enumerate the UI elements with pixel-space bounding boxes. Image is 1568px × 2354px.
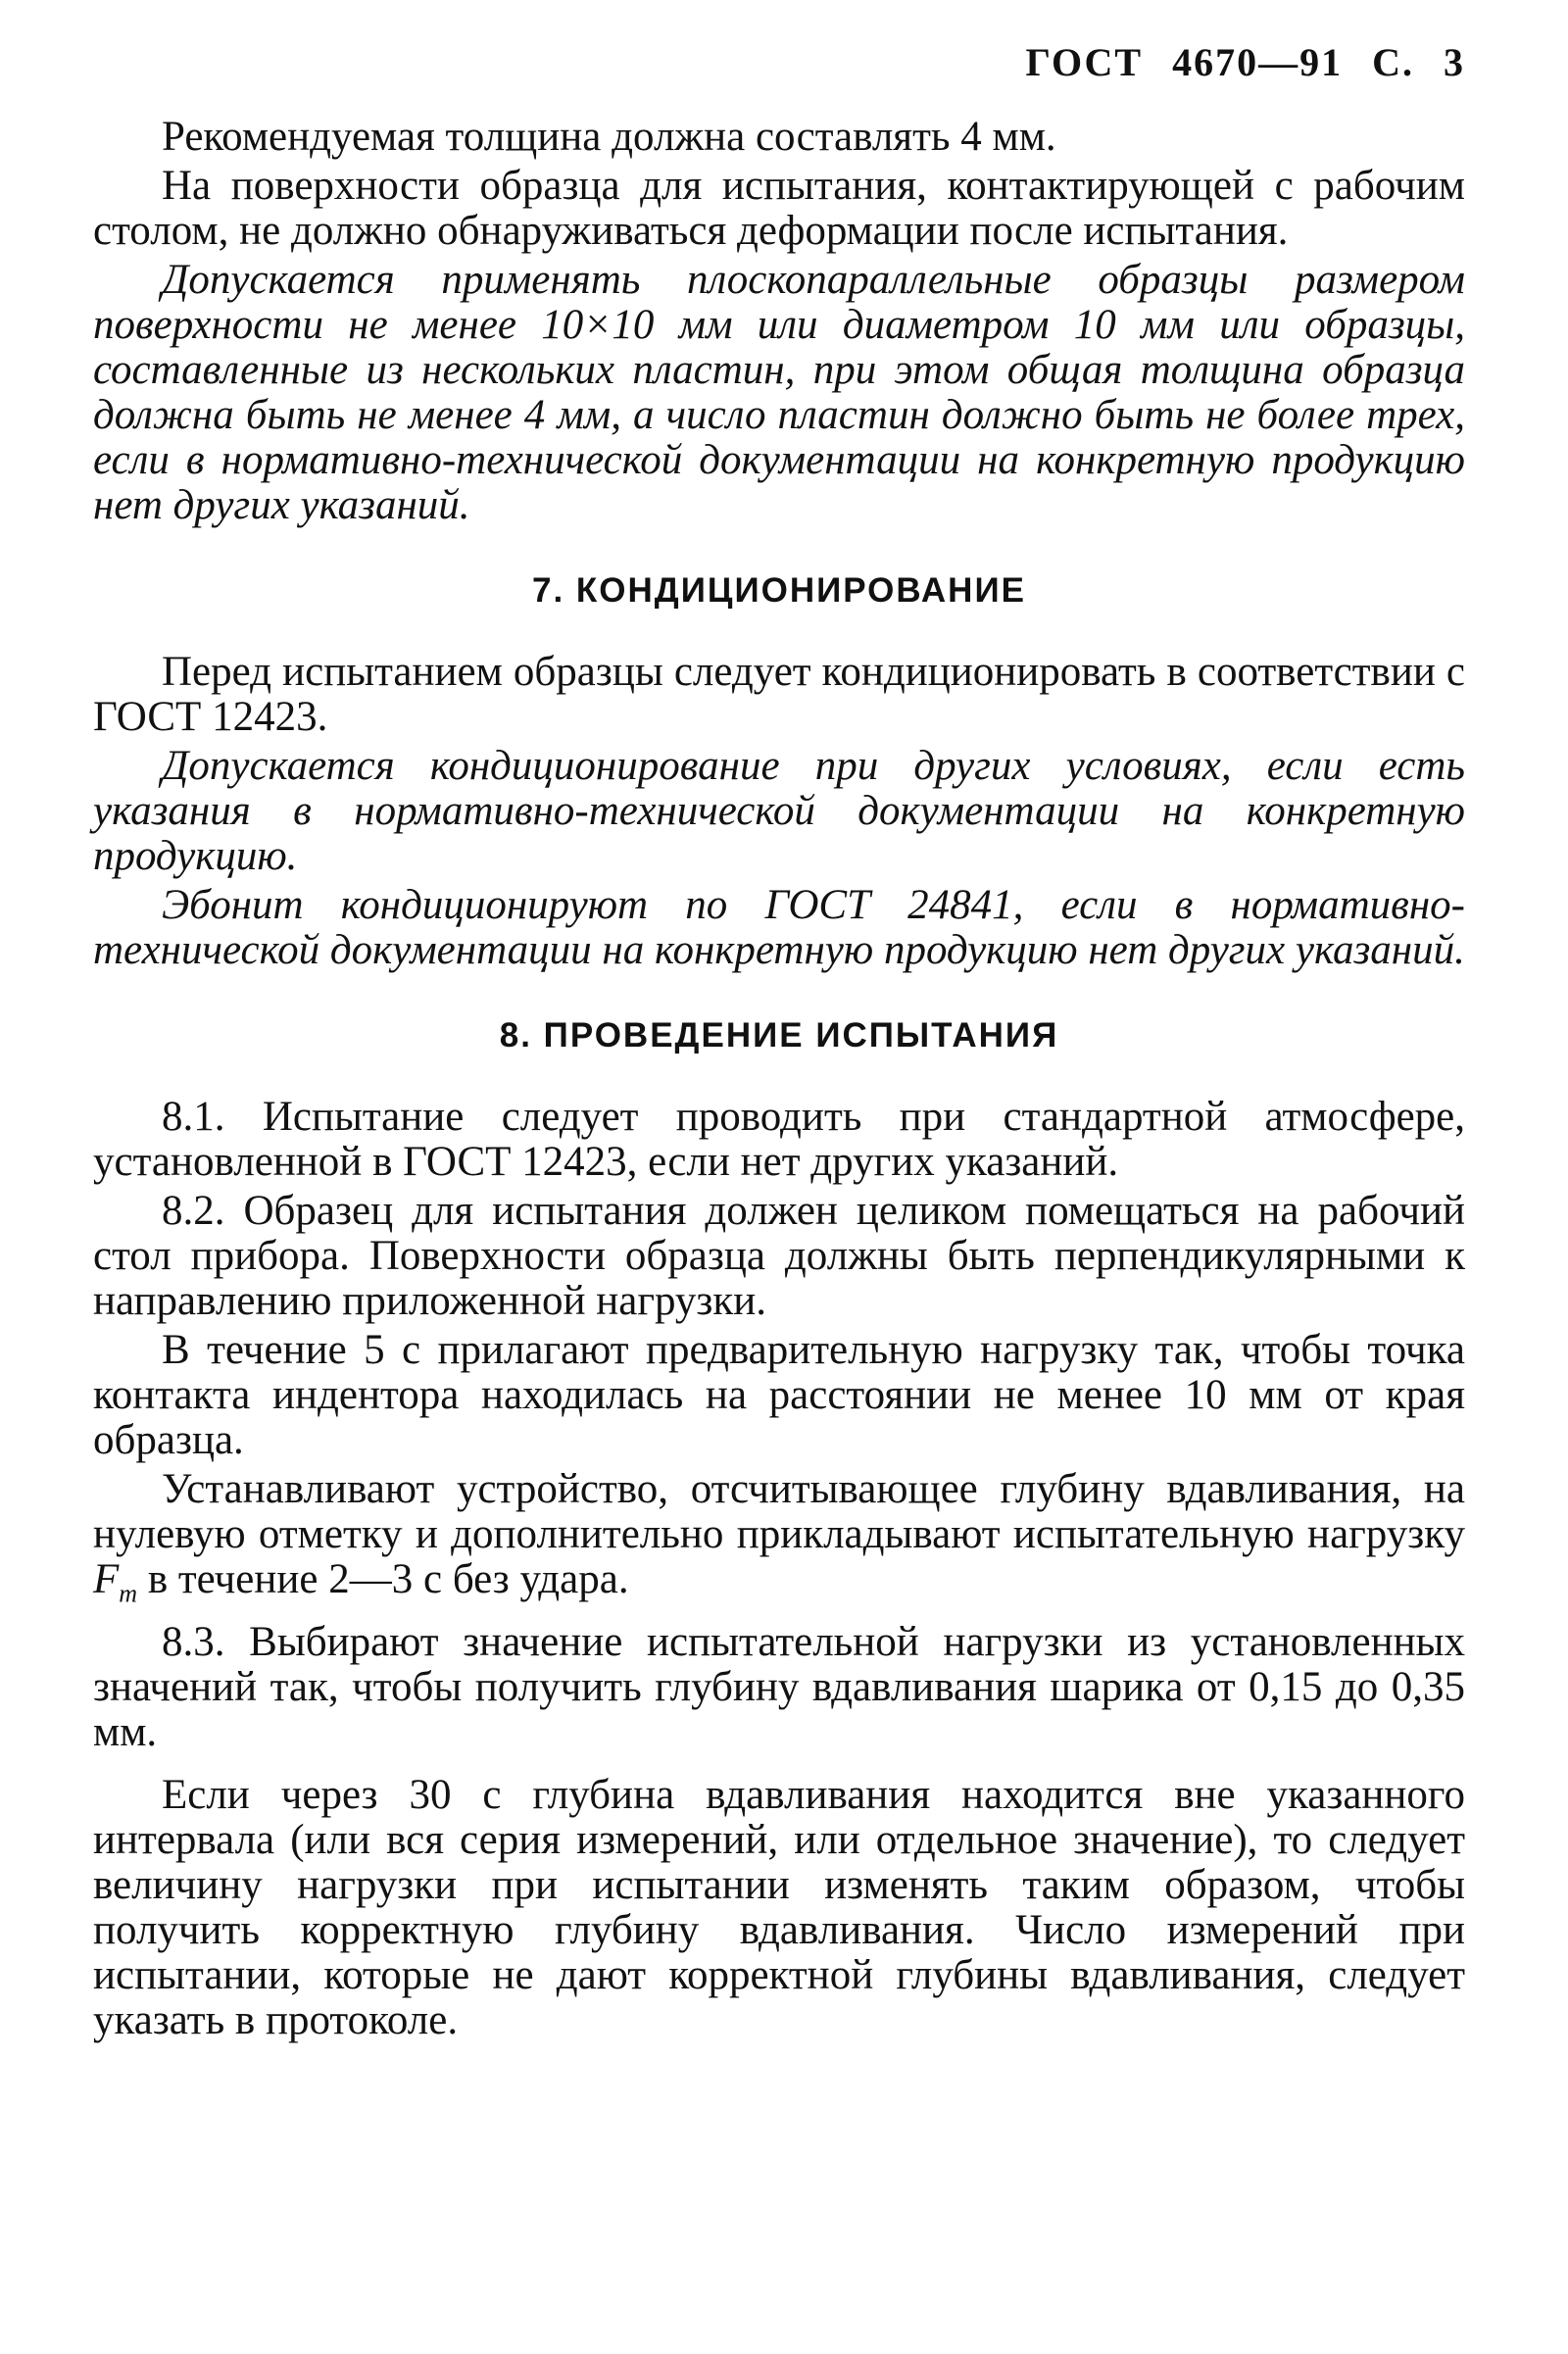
section-title-conditioning: 7. КОНДИЦИОНИРОВАНИЕ [532,571,1026,610]
header-gost: ГОСТ [1025,40,1144,84]
paragraph-8-2: 8.2. Образец для испытания должен целиком помещаться на рабочий стол прибора. Поверхности образца должны быть перпендикулярными к направлению приложенной нагрузки. [93,1188,1465,1324]
paragraph-8-3: 8.3. Выбирают значение испытательной нагрузки из установленных значений так, чтобы получить глубину вдавливания шарика от 0,15 до 0,35 мм. [93,1619,1465,1755]
header-page-number: 3 [1444,40,1465,84]
force-subscript: m [119,1579,138,1608]
header-page-prefix: С. [1372,40,1414,84]
force-symbol: F [93,1556,120,1602]
zero-mark-text-after: в течение 2—3 с без удара. [137,1556,629,1602]
paragraph-conditioning-other: Допускается кондиционирование при других условиях, если есть указания в нормативно-технической документации на конкретную продукцию. [93,743,1465,879]
paragraph-zero-mark [93,1466,1465,1608]
paragraph-8-1: 8.1. Испытание следует проводить при стандартной атмосфере, установленной в ГОСТ 12423, если нет других указаний. [93,1094,1465,1185]
paragraph-ebonite: Эбонит кондиционируют по ГОСТ 24841, если в нормативно-технической документации на конкретную продукцию нет других указаний. [93,882,1465,973]
paragraph-conditioning: Перед испытанием образцы следует кондиционировать в соответствии с ГОСТ 12423. [93,649,1465,740]
section-title-testing: 8. ПРОВЕДЕНИЕ ИСПЫТАНИЯ [499,1016,1059,1054]
paragraph-thickness: Рекомендуемая толщина должна составлять 4 мм. [162,114,1056,160]
page-header [93,39,1465,85]
zero-mark-text-before: Устанавливают устройство, отсчитывающее глубину вдавливания, на нулевую отметку и дополнительно прикладывают испытательную нагрузку [93,1466,1465,1557]
header-number: 4670—91 [1172,40,1344,84]
paragraph-deformation: На поверхности образца для испытания, контактирующей с рабочим столом, не должно обнаруживаться деформации после испытания. [93,163,1465,254]
document-page [93,39,1465,2043]
paragraph-interval: Если через 30 с глубина вдавливания находится вне указанного интервала (или вся серия измерений, или отдельное значение), то следует величину нагрузки при испытании изменять таким образом, чтобы получить корректную глубину вдавливания. Число измерений при испытании, которые не дают корректной глубины вдавливания, следует указать в протоколе. [93,1772,1465,2043]
paragraph-preload: В течение 5 с прилагают предварительную нагрузку так, чтобы точка контакта индентора находилась на расстоянии не менее 10 мм от края образца. [93,1327,1465,1463]
paragraph-permitted-samples: Допускается применять плоскопараллельные образцы размером поверхности не менее 10×10 мм или диаметром 10 мм или образцы, составленные из нескольких пластин, при этом общая толщина образца должна быть не менее 4 мм, а число пластин должно быть не более трех, если в нормативно-технической документации на конкретную продукцию нет других указаний. [93,257,1465,528]
